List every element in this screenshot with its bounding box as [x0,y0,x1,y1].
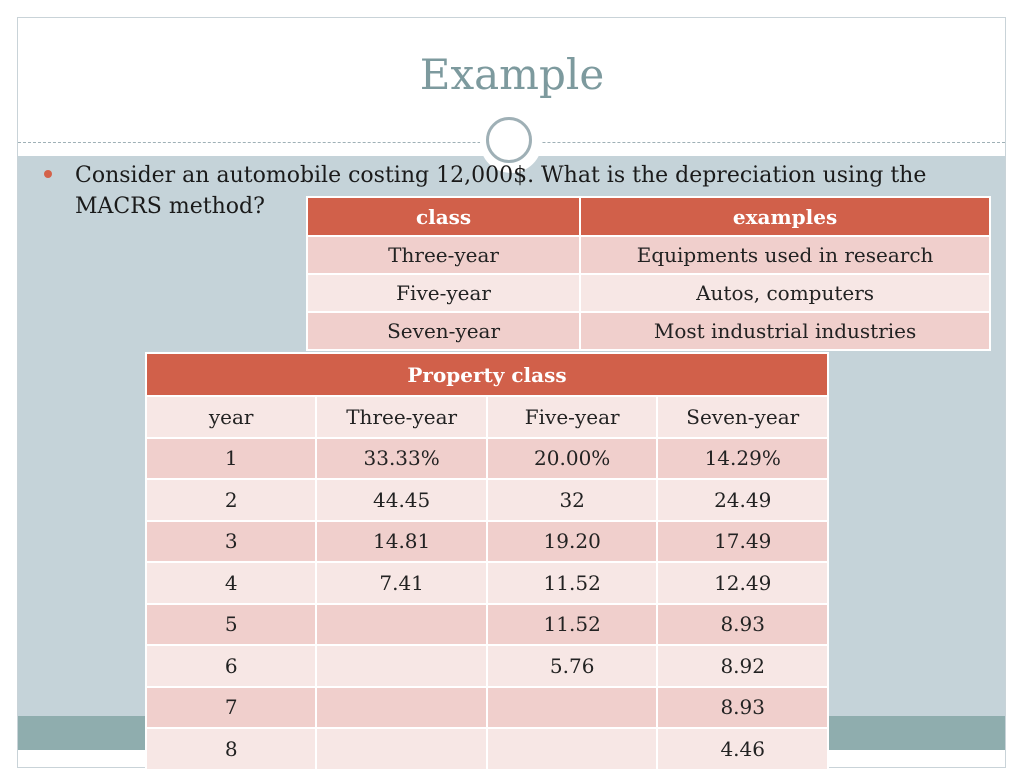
five-year-header: Five-year [487,396,658,438]
slide-title: Example [419,50,605,99]
table-row [146,645,828,687]
year-cell: 3 [146,521,316,563]
three-year-cell [316,604,487,646]
three-year-cell: 7.41 [316,562,487,604]
bullet-dot-icon [44,170,52,178]
examples-cell: Equipments used in research [580,236,990,274]
seven-year-cell: 8.93 [657,687,828,729]
property-class-title: Property class [146,353,828,396]
year-header: year [146,396,316,438]
class-table [306,196,991,351]
class-header: class [307,197,580,236]
year-cell: 6 [146,645,316,687]
seven-year-cell: 4.46 [657,728,828,770]
table-row [146,479,828,521]
table-row [146,687,828,729]
three-year-cell [316,645,487,687]
class-cell: Seven-year [307,312,580,350]
three-year-cell [316,728,487,770]
class-table-header-row [307,197,990,236]
table-row [307,312,990,350]
three-year-header: Three-year [316,396,487,438]
seven-year-cell: 17.49 [657,521,828,563]
table-row [146,604,828,646]
table-row [146,438,828,480]
five-year-cell: 11.52 [487,604,658,646]
year-cell: 5 [146,604,316,646]
seven-year-cell: 14.29% [657,438,828,480]
circle-ornament-icon [486,117,532,163]
seven-year-cell: 12.49 [657,562,828,604]
year-cell: 8 [146,728,316,770]
examples-cell: Autos, computers [580,274,990,312]
five-year-cell: 11.52 [487,562,658,604]
seven-year-cell: 8.93 [657,604,828,646]
examples-cell: Most industrial industries [580,312,990,350]
seven-year-cell: 24.49 [657,479,828,521]
three-year-cell: 33.33% [316,438,487,480]
five-year-cell [487,687,658,729]
seven-year-cell: 8.92 [657,645,828,687]
year-cell: 2 [146,479,316,521]
three-year-cell [316,687,487,729]
five-year-cell [487,728,658,770]
five-year-cell: 32 [487,479,658,521]
bullet-text: Consider an automobile costing 12,000$. What is the depreciation using the MACRS method? [75,163,927,219]
class-cell: Five-year [307,274,580,312]
table-row [146,562,828,604]
table-row [146,728,828,770]
property-header-row [146,396,828,438]
class-cell: Three-year [307,236,580,274]
property-class-table [145,352,829,771]
year-cell: 1 [146,438,316,480]
three-year-cell: 14.81 [316,521,487,563]
examples-header: examples [580,197,990,236]
five-year-cell: 20.00% [487,438,658,480]
year-cell: 7 [146,687,316,729]
property-title-row [146,353,828,396]
table-row [307,274,990,312]
table-row [146,521,828,563]
year-cell: 4 [146,562,316,604]
table-row [307,236,990,274]
seven-year-header: Seven-year [657,396,828,438]
five-year-cell: 5.76 [487,645,658,687]
five-year-cell: 19.20 [487,521,658,563]
three-year-cell: 44.45 [316,479,487,521]
